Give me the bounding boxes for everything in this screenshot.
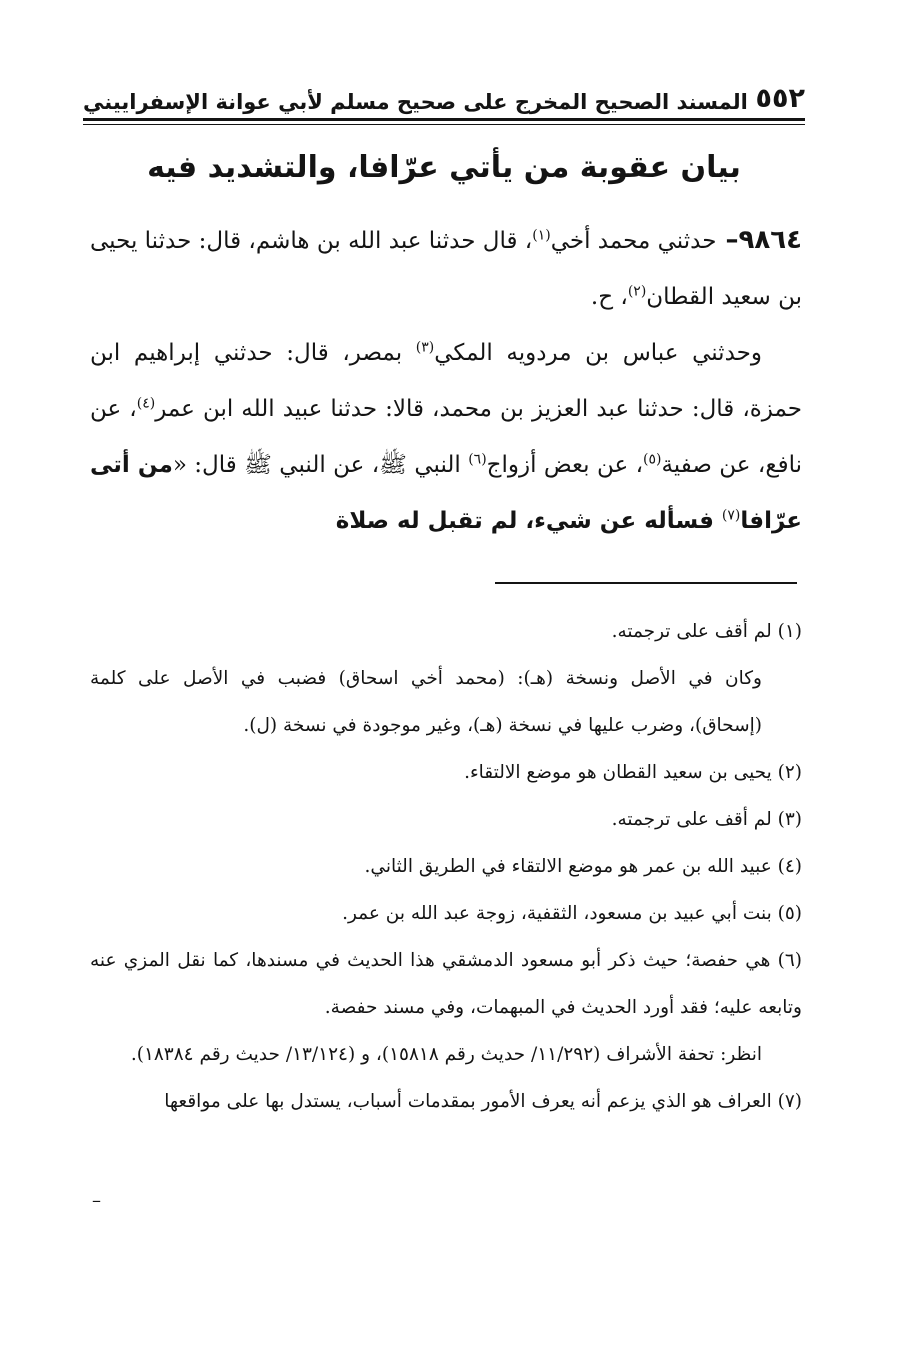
hadith-text-segment: ، قال حدثنا عبد الله بن هاشم، قال: حدثنا يحيى بن سعيد القطان: [90, 228, 802, 310]
footnote-6: (٦) هي حفصة؛ حيث ذكر أبو مسعود الدمشقي هذا الحديث في مسندها، كما نقل المزي عنه وتابعه عليه؛ فقد أورد الحديث في المبهمات، وفي مسند حفصة.: [90, 950, 802, 1018]
hadith-text-segment: حدثني محمد أخي: [550, 228, 717, 254]
footnote-ref-2: (٢): [627, 283, 647, 300]
hadith-paragraph-1: [90, 212, 802, 325]
trailing-mark: –: [92, 1190, 101, 1211]
footnotes: [90, 608, 802, 1125]
hadith-text-segment: ، عن بعض أزواج: [486, 452, 643, 478]
page-header: [83, 78, 805, 114]
footnote-ref-4: (٤): [136, 395, 156, 412]
hadith-text-segment: ، ح.: [590, 284, 628, 310]
footnote-ref-5: (٥): [643, 451, 662, 468]
footnote-1: (١) لم أقف على ترجمته.: [611, 621, 802, 642]
hadith-text-segment: النبي ﷺ، عن النبي ﷺ قال: «: [172, 452, 469, 478]
hadith-paragraph-2: [90, 325, 802, 549]
hadith-text-segment: وحدثني عباس بن مردويه المكي: [434, 340, 762, 366]
hadith-text-segment: ، عن نافع، عن صفية: [90, 396, 802, 478]
page-number: ٥٥٢: [755, 83, 805, 114]
hadith-quote: من أتى عرّافا: [90, 452, 802, 534]
header-rule-thick: [83, 118, 805, 121]
footnote-2: (٢) يحيى بن سعيد القطان هو موضع الالتقاء.: [464, 762, 802, 783]
footnote-1-continuation: وكان في الأصل ونسخة (هـ): (محمد أخي اسحاق) فضبب في الأصل على كلمة (إسحاق)، وضرب عليها في نسخة (هـ)، وغير موجودة في نسخة (ل).: [90, 668, 762, 736]
footnote-ref-7: (٧): [721, 507, 741, 524]
footnote-3: (٣) لم أقف على ترجمته.: [611, 809, 802, 830]
footnote-6-continuation: انظر: تحفة الأشراف (١١/٢٩٢/ حديث رقم ١٥٨١٨)، و (١٣/١٢٤/ حديث رقم ١٨٣٨٤).: [130, 1044, 762, 1065]
footnote-separator: [495, 582, 797, 584]
footnote-7: (٧) العراف هو الذي يزعم أنه يعرف الأمور بمقدمات أسباب، يستدل بها على مواقعها: [164, 1091, 802, 1112]
hadith-text-segment: بمصر، قال: حدثني إبراهيم ابن حمزة، قال: حدثنا عبد العزيز بن محمد، قالا: حدثنا عبيد الله ابن عمر: [90, 340, 803, 422]
footnote-4: (٤) عبيد الله بن عمر هو موضع الالتقاء في الطريق الثاني.: [364, 856, 802, 877]
header-rule-thin: [83, 124, 805, 125]
footnote-ref-6: (٦): [468, 451, 487, 468]
hadith-quote: فسأله عن شيء، لم تقبل له صلاة: [335, 508, 722, 534]
book-title: المسند الصحيح المخرج على صحيح مسلم لأبي عوانة الإسفراييني: [83, 90, 748, 114]
footnote-ref-1: (١): [532, 227, 551, 244]
hadith-dash: –: [716, 225, 739, 255]
hadith-number: ٩٨٦٤: [738, 225, 802, 255]
hadith-text: [90, 212, 802, 549]
footnote-ref-3: (٣): [415, 339, 435, 356]
footnote-5: (٥) بنت أبي عبيد بن مسعود، الثقفية، زوجة عبد الله بن عمر.: [342, 903, 802, 924]
chapter-title: بيان عقوبة من يأتي عرّافا، والتشديد فيه: [147, 150, 741, 185]
